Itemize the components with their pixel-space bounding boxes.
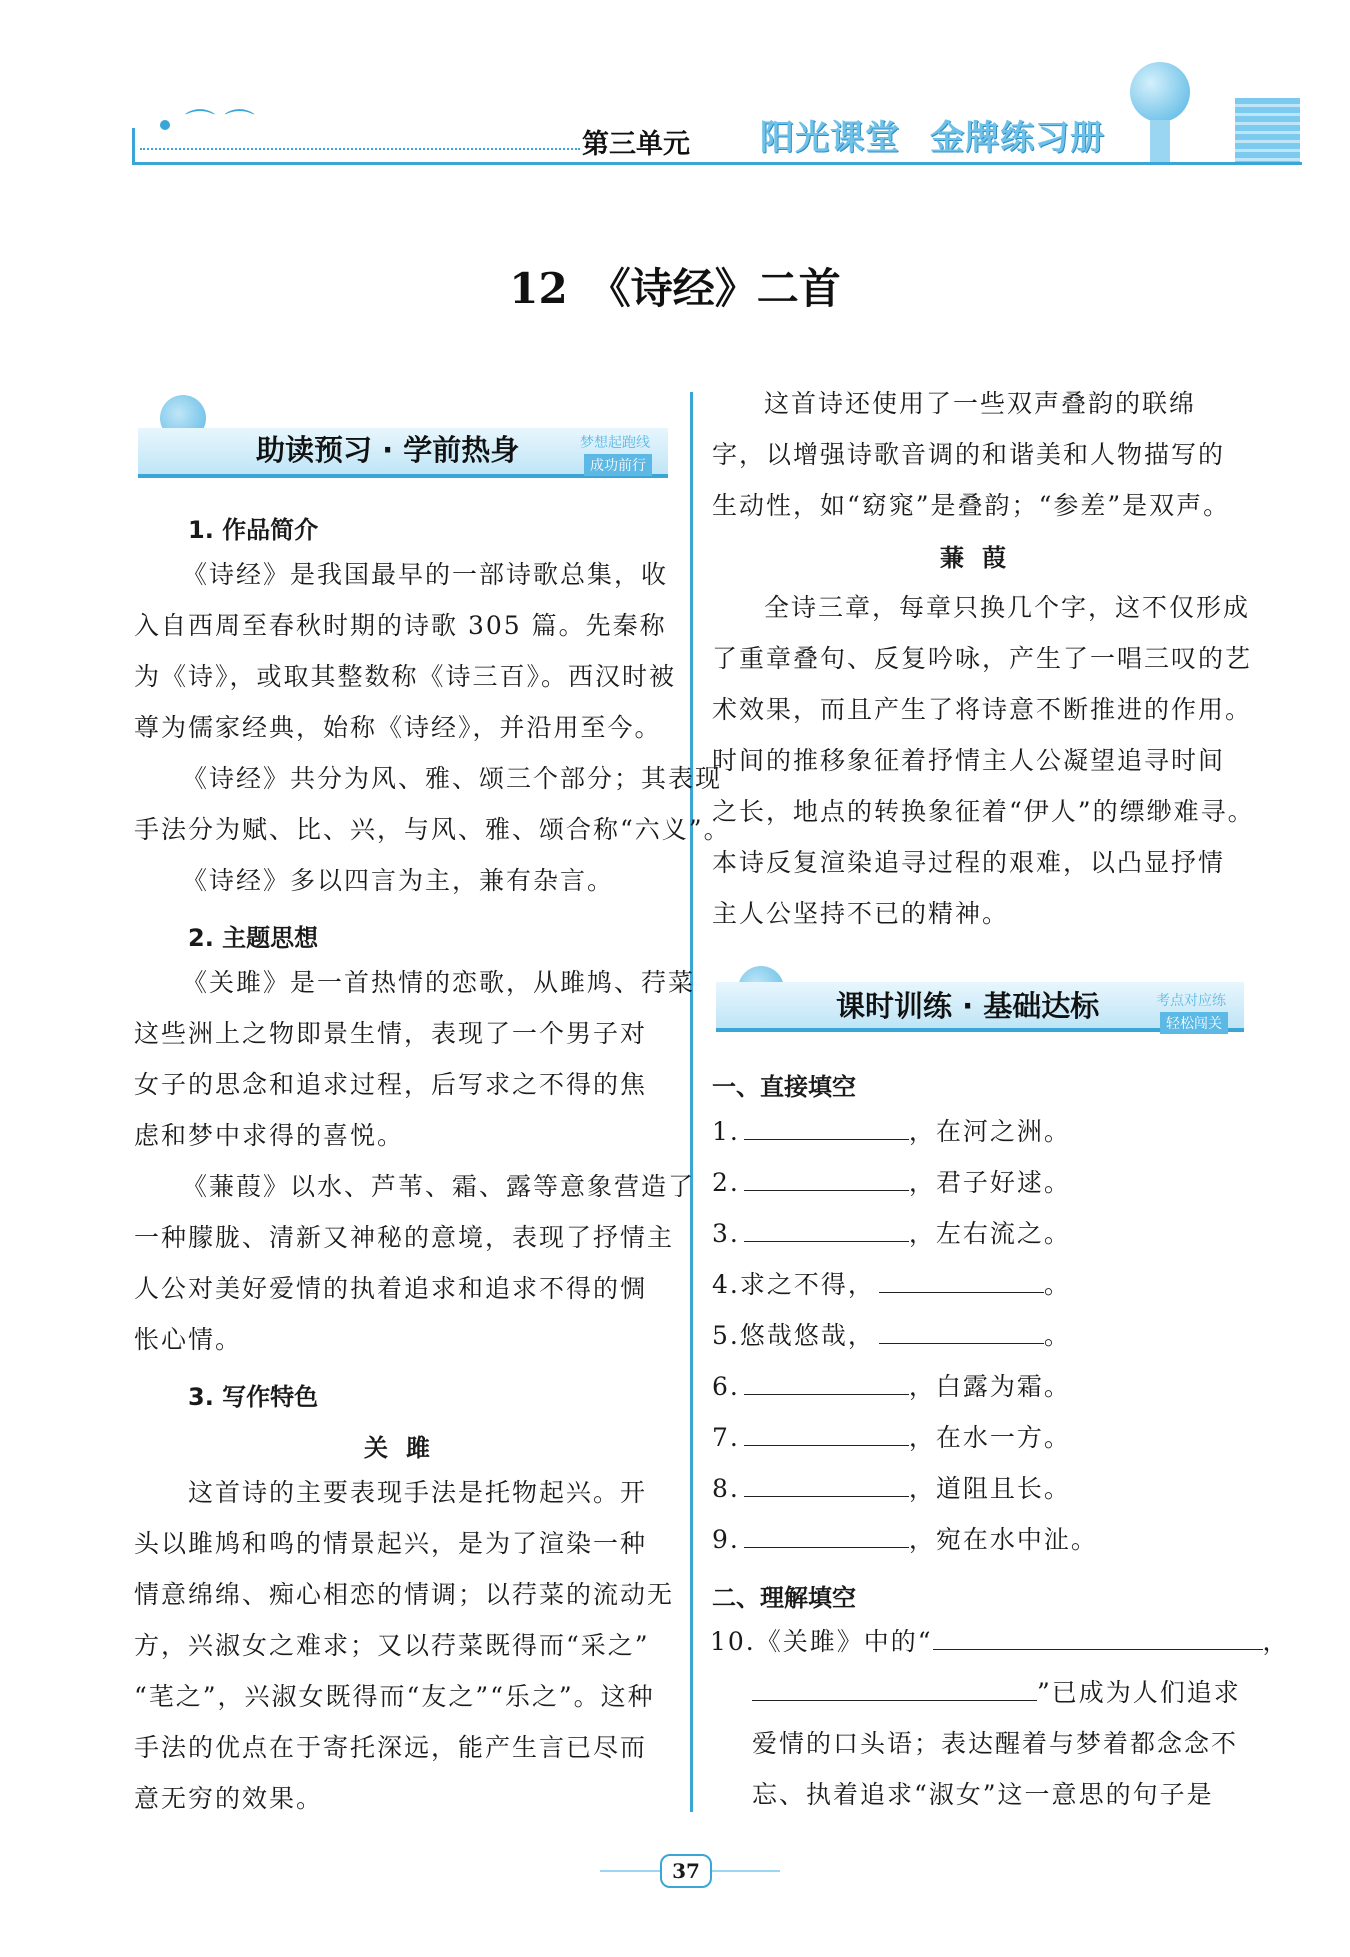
para-2-line-1: 《诗经》共分为风、雅、颂三个部分；其表现	[182, 764, 723, 793]
header-dotted-line	[140, 148, 580, 150]
para-2-line-2: 手法分为赋、比、兴，与风、雅、颂合称“六义”。	[134, 815, 731, 844]
para-6-line-5: “芼之”，兴淑女既得而“友之”“乐之”。这种	[134, 1682, 655, 1711]
fill-item-blank[interactable]	[744, 1419, 909, 1446]
left-banner-label: 助读预习 · 学前热身	[256, 433, 520, 467]
fill-item-blank[interactable]	[744, 1215, 909, 1242]
para-4-line-4: 虑和梦中求得的喜悦。	[134, 1121, 405, 1150]
fill-item-blank[interactable]	[744, 1164, 909, 1191]
fill-item	[712, 1310, 1071, 1361]
brand-left: 阳光课堂	[760, 118, 900, 158]
right-banner-tag-top: 考点对应练	[1156, 993, 1226, 1009]
section-understanding-fill: 二、理解填空	[712, 1584, 856, 1612]
fill-item-suffix: 。	[1043, 1321, 1071, 1350]
heading-1: 1. 作品简介	[188, 516, 319, 544]
right-para-2-line-3: 术效果，而且产生了将诗意不断推进的作用。	[712, 695, 1253, 724]
right-para-2-line-1: 全诗三章，每章只换几个字，这不仅形成	[764, 593, 1251, 622]
header-stripes	[1235, 98, 1300, 162]
fill-item-number: 8.	[712, 1474, 740, 1503]
fill-item-suffix: 。	[1043, 1270, 1071, 1299]
left-banner-tag-bottom: 成功前行	[584, 454, 652, 476]
fill-item-number: 1.	[712, 1117, 740, 1146]
birds-icon: ⌒ ⌒	[185, 108, 255, 143]
q10-blank-2[interactable]	[752, 1674, 1037, 1701]
fill-item-suffix: ，白露为霜。	[908, 1372, 1071, 1401]
right-para-1-line-1: 这首诗还使用了一些双声叠韵的联绵	[764, 389, 1197, 418]
fill-item-suffix: ，道阻且长。	[908, 1474, 1071, 1503]
fill-item	[712, 1514, 1098, 1565]
para-5-line-4: 怅心情。	[134, 1325, 243, 1354]
right-para-1-line-3: 生动性，如“窈窕”是叠韵；“参差”是双声。	[712, 491, 1231, 520]
para-6-line-1: 这首诗的主要表现手法是托物起兴。开	[188, 1478, 648, 1507]
fill-item-number: 4.	[712, 1270, 740, 1299]
fill-item	[712, 1157, 1071, 1208]
left-banner-tag-top: 梦想起跑线	[580, 435, 650, 451]
page-number: 37	[660, 1854, 712, 1888]
fill-item-suffix: ，在河之洲。	[908, 1117, 1071, 1146]
fill-item-prefix: 求之不得，	[739, 1270, 875, 1299]
fill-item-number: 3.	[712, 1219, 740, 1248]
brand-right: 金牌练习册	[930, 118, 1105, 158]
fill-item	[712, 1463, 1071, 1514]
fill-item-blank[interactable]	[744, 1113, 909, 1140]
fill-item-blank[interactable]	[744, 1470, 909, 1497]
q10-line-3: 爱情的口头语；表达醒着与梦着都念念不	[752, 1729, 1239, 1758]
fill-item	[712, 1208, 1071, 1259]
para-5-line-1: 《蒹葭》以水、芦苇、霜、露等意象营造了	[182, 1172, 696, 1201]
q10-text-b: ，	[1262, 1627, 1290, 1656]
para-6-line-7: 意无穷的效果。	[134, 1784, 324, 1813]
fill-item-number: 7.	[712, 1423, 740, 1452]
fill-item	[712, 1259, 1071, 1310]
right-para-2-line-6: 本诗反复渲染追寻过程的艰难，以凸显抒情	[712, 848, 1226, 877]
para-6-line-3: 情意绵绵、痴心相恋的情调；以荇菜的流动无	[134, 1580, 675, 1609]
right-para-2-line-2: 了重章叠句、反复吟咏，产生了一唱三叹的艺	[712, 644, 1253, 673]
header-tick	[132, 128, 135, 162]
fill-item-blank[interactable]	[744, 1521, 909, 1548]
para-4-line-2: 这些洲上之物即景生情，表现了一个男子对	[134, 1019, 648, 1048]
fill-item-prefix: 悠哉悠哉，	[739, 1321, 875, 1350]
header-dot	[160, 120, 170, 130]
q10-text-c: ”已成为人们追求	[1037, 1678, 1241, 1707]
right-banner-label: 课时训练 · 基础达标	[836, 989, 1100, 1023]
heading-2: 2. 主题思想	[188, 924, 319, 952]
fill-item-number: 6.	[712, 1372, 740, 1401]
para-6-line-2: 头以雎鸠和鸣的情景起兴，是为了渲染一种	[134, 1529, 648, 1558]
q10-blank-1[interactable]	[933, 1623, 1263, 1650]
unit-label: 第三单元	[582, 129, 690, 160]
q10-line-2	[752, 1667, 1241, 1718]
fill-item-number: 9.	[712, 1525, 740, 1554]
para-5-line-2: 一种朦胧、清新又神秘的意境，表现了抒情主	[134, 1223, 675, 1252]
subheading-jianjia: 蒹葭	[940, 544, 1024, 572]
fill-item-suffix: ，在水一方。	[908, 1423, 1071, 1452]
right-para-2-line-5: 之长，地点的转换象征着“伊人”的缥缈难寻。	[712, 797, 1255, 826]
para-4-line-3: 女子的思念和追求过程，后写求之不得的焦	[134, 1070, 648, 1099]
globe-icon	[1130, 62, 1190, 122]
fill-item-suffix: ，君子好逑。	[908, 1168, 1071, 1197]
para-1-line-4: 尊为儒家经典，始称《诗经》，并沿用至今。	[134, 713, 662, 742]
header-line	[132, 162, 1302, 165]
q10-text-a: 10.《关雎》中的“	[710, 1627, 933, 1656]
fill-item	[712, 1412, 1071, 1463]
fill-item-blank[interactable]	[879, 1266, 1044, 1293]
para-3-line-1: 《诗经》多以四言为主，兼有杂言。	[182, 866, 615, 895]
subheading-guanju: 关雎	[364, 1434, 448, 1462]
para-4-line-1: 《关雎》是一首热情的恋歌，从雎鸠、荇菜	[182, 968, 696, 997]
right-banner-tag-bottom: 轻松闯关	[1160, 1012, 1228, 1034]
globe-stand	[1150, 120, 1170, 162]
fill-item-suffix: ，左右流之。	[908, 1219, 1071, 1248]
column-divider	[690, 392, 693, 1812]
para-6-line-4: 方，兴淑女之难求；又以荇菜既得而“采之”	[134, 1631, 650, 1660]
fill-item	[712, 1361, 1071, 1412]
para-1-line-1: 《诗经》是我国最早的一部诗歌总集，收	[182, 560, 669, 589]
page-title: 12 《诗经》二首	[509, 264, 841, 313]
para-1-line-2: 入自西周至春秋时期的诗歌 305 篇。先秦称	[134, 611, 667, 640]
para-6-line-6: 手法的优点在于寄托深远，能产生言已尽而	[134, 1733, 648, 1762]
fill-item-number: 5.	[712, 1321, 740, 1350]
fill-item-number: 2.	[712, 1168, 740, 1197]
q10-line-1	[710, 1616, 1290, 1667]
section-direct-fill: 一、直接填空	[712, 1073, 856, 1101]
right-para-2-line-4: 时间的推移象征着抒情主人公凝望追寻时间	[712, 746, 1226, 775]
fill-item	[712, 1106, 1071, 1157]
fill-item-blank[interactable]	[879, 1317, 1044, 1344]
para-1-line-3: 为《诗》，或取其整数称《诗三百》。西汉时被	[134, 662, 677, 691]
fill-item-blank[interactable]	[744, 1368, 909, 1395]
para-5-line-3: 人公对美好爱情的执着追求和追求不得的惆	[134, 1274, 648, 1303]
q10-line-4: 忘、执着追求“淑女”这一意思的句子是	[752, 1780, 1214, 1809]
right-para-1-line-2: 字，以增强诗歌音调的和谐美和人物描写的	[712, 440, 1226, 469]
heading-3: 3. 写作特色	[188, 1383, 319, 1411]
fill-item-suffix: ，宛在水中沚。	[908, 1525, 1098, 1554]
right-para-2-line-7: 主人公坚持不已的精神。	[712, 899, 1010, 928]
